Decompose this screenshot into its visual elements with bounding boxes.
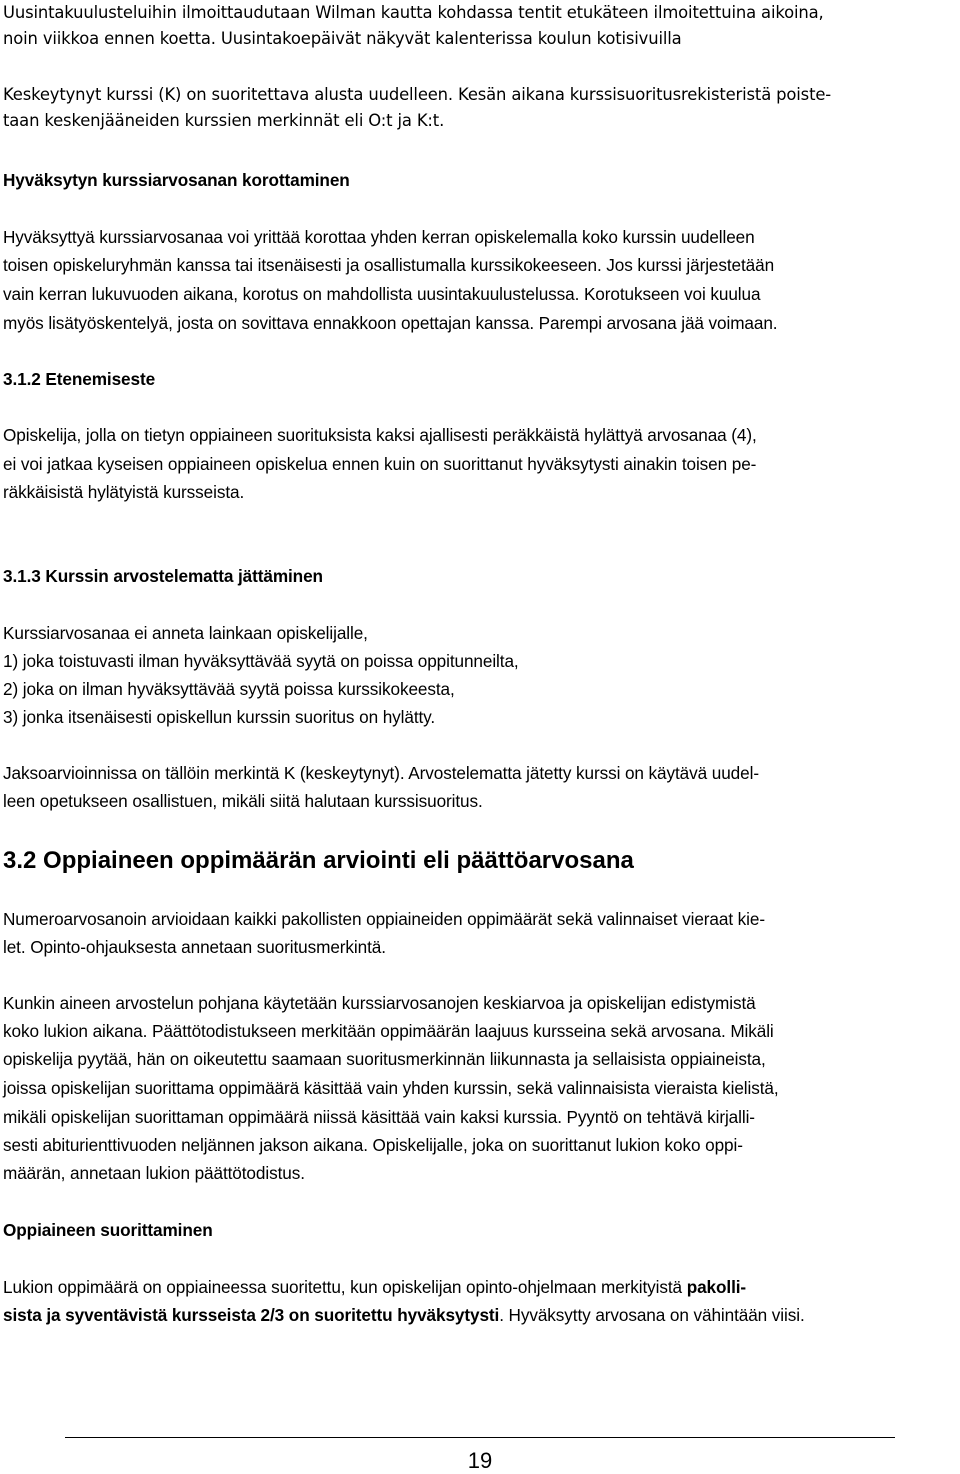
intro-line-4: taan keskenjääneiden kurssien merkinnät eli O:t ja K:t. (3, 111, 445, 130)
progress-line-1: Opiskelija, jolla on tietyn oppiaineen suorituksista kaksi ajallisesti peräkkäistä hylättyä arvosanaa (4), (3, 425, 757, 445)
progress-heading: 3.1.2 Etenemiseste (3, 369, 156, 389)
ungraded-line-2: 1) joka toistuvasti ilman hyväksyttävää syytä on poissa oppitunneilta, (3, 651, 519, 671)
ungraded-heading: 3.1.3 Kurssin arvostelematta jättäminen (3, 566, 323, 586)
final-p2-line-1: Kunkin aineen arvostelun pohjana käytetään kurssiarvosanojen keskiarvoa ja opiskelijan edistymistä (3, 993, 756, 1013)
ungraded-line-4: 3) jonka itsenäisesti opiskellun kurssin suoritus on hylätty. (3, 707, 436, 727)
footer-divider (65, 1437, 895, 1438)
final-p2-line-6: sesti abiturienttivuoden neljännen jakson aikana. Opiskelijalle, joka on suorittanut lukion koko oppi- (3, 1135, 743, 1155)
progress-line-2: ei voi jatkaa kyseisen oppiaineen opiskelua ennen kuin on suorittanut hyväksytysti ainakin toisen pe- (3, 454, 757, 474)
final-p2-line-4: joissa opiskelijan suorittama oppimäärä käsittää vain yhden kurssin, sekä valinnaisista vieraista kielistä, (3, 1078, 779, 1098)
page-number: 19 (467, 1448, 493, 1473)
completion-line-2 (3, 1304, 805, 1326)
intro-line-1: Uusintakuulusteluihin ilmoittaudutaan Wilman kautta kohdassa tentit etukäteen ilmoitettuina aikoina, (3, 3, 824, 22)
completion-heading: Oppiaineen suorittaminen (3, 1220, 213, 1240)
raise-heading: Hyväksytyn kurssiarvosanan korottaminen (3, 170, 350, 190)
progress-line-3: räkkäisistä hylätyistä kursseista. (3, 482, 245, 502)
ungraded-line-5: Jaksoarvioinnissa on tällöin merkintä K (keskeytynyt). Arvostelematta jätetty kurssi on käytävä uudel- (3, 763, 759, 783)
final-p2-line-7: määrän, annetaan lukion päättötodistus. (3, 1163, 305, 1183)
raise-line-4: myös lisätyöskentelyä, josta on sovittava ennakkoon opettajan kanssa. Parempi arvosana jää voimaan. (3, 313, 778, 333)
completion-line-1 (3, 1276, 746, 1298)
completion-text: Lukion oppimäärä on oppiaineessa suoritettu, kun opiskelijan opinto-ohjelmaan merkityistä (3, 1277, 687, 1297)
ungraded-line-1: Kurssiarvosanaa ei anneta lainkaan opiskelijalle, (3, 623, 368, 643)
raise-line-2: toisen opiskeluryhmän kanssa tai itsenäisesti ja osallistumalla kurssikokeeseen. Jos kurssi järjestetään (3, 255, 775, 275)
final-p2-line-2: koko lukion aikana. Päättötodistukseen merkitään oppimäärän laajuus kursseina sekä arvosana. Mikäli (3, 1021, 774, 1041)
completion-emphasis: sista ja syventävistä kursseista 2/3 on suoritettu hyväksytysti (3, 1305, 500, 1325)
ungraded-line-6: leen opetukseen osallistuen, mikäli siitä halutaan kurssisuoritus. (3, 791, 483, 811)
intro-line-2: noin viikkoa ennen koetta. Uusintakoepäivät näkyvät kalenterissa koulun kotisivuilla (3, 29, 682, 48)
completion-emphasis: pakolli- (686, 1277, 747, 1297)
intro-line-3: Keskeytynyt kurssi (K) on suoritettava alusta uudelleen. Kesän aikana kurssisuoritusrekisteristä poiste- (3, 85, 832, 104)
final-p1-line-2: let. Opinto-ohjauksesta annetaan suoritusmerkintä. (3, 937, 386, 957)
final-p1-line-1: Numeroarvosanoin arvioidaan kaikki pakollisten oppiaineiden oppimäärät sekä valinnaiset vieraat kie- (3, 909, 765, 929)
final-p2-line-3: opiskelija pyytää, hän on oikeutettu saamaan suoritusmerkinnän liikunnasta ja sellaisista oppiaineista, (3, 1049, 766, 1069)
ungraded-line-3: 2) joka on ilman hyväksyttävää syytä poissa kurssikokeesta, (3, 679, 455, 699)
completion-text: . Hyväksytty arvosana on vähintään viisi. (499, 1305, 805, 1325)
raise-line-3: vain kerran lukuvuoden aikana, korotus on mahdollista uusintakuulustelussa. Korotukseen voi kuulua (3, 284, 761, 304)
section-heading-3-2: 3.2 Oppiaineen oppimäärän arviointi eli päättöarvosana (3, 847, 634, 874)
raise-line-1: Hyväksyttyä kurssiarvosanaa voi yrittää korottaa yhden kerran opiskelemalla koko kurssin uudelleen (3, 227, 755, 247)
final-p2-line-5: mikäli opiskelijan suorittaman oppimäärä niissä käsittää vain kaksi kurssia. Pyyntö on tehtävä kirjalli- (3, 1107, 755, 1127)
